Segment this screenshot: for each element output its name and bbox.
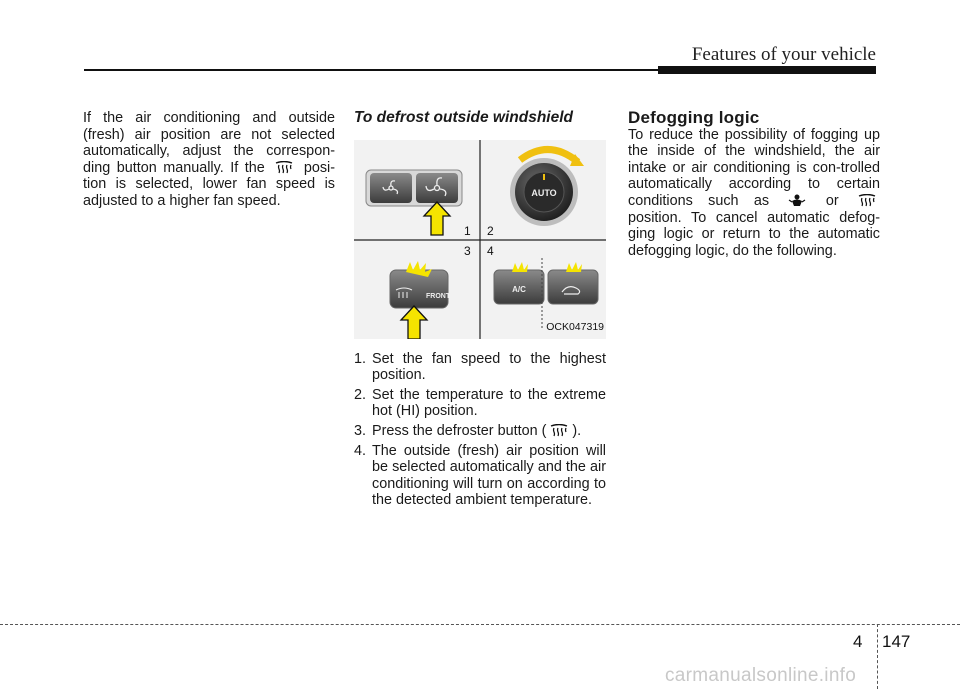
column-3 — [628, 110, 880, 259]
step-2: 2. Set the temperature to the extreme hot (HI) position. — [354, 386, 606, 420]
footer-rule — [0, 624, 960, 625]
control-panel-figure — [354, 140, 606, 339]
auto-label: AUTO — [531, 187, 557, 198]
defrost-steps — [354, 351, 606, 509]
figure-label-1: 1 — [464, 223, 471, 238]
intro-paragraph — [83, 110, 335, 210]
ac-label: A/C — [512, 284, 526, 294]
header-title: Features of your vehicle — [691, 44, 876, 65]
figure-label-4: 4 — [487, 243, 494, 258]
header-rule — [84, 69, 658, 71]
control-panel-illustration — [354, 140, 606, 339]
step-4: 4. The outside (fresh) air position will be selected automatically and the air conditioning will turn on according to the detected ambient temperature. — [354, 442, 606, 509]
column-1 — [83, 110, 335, 210]
defogging-paragraph: To reduce the possibility of fogging up the inside of the windshield, the air intake or air conditioning is con-trolled automatically according to certain conditions such as or position. To cancel automatic defog-ging logic or return to the automatic defogging logic, do the following. — [628, 126, 880, 259]
figure-label-3: 3 — [464, 243, 471, 258]
step-3: 3. Press the defroster button ( ). — [354, 422, 582, 439]
defrost-icon — [273, 161, 295, 174]
arrow-up-icon — [424, 202, 450, 235]
chapter-number: 4 — [853, 632, 863, 651]
column-2 — [354, 110, 606, 512]
intro-text-1: If the air conditioning and outside (fresh) air position are not selected automatically, adjust the correspon-ding button manually. If the — [83, 110, 335, 176]
defrost-heading: To defrost outside windshield — [354, 109, 574, 126]
defrost-icon — [548, 424, 570, 437]
figure-code: OCK047319 — [546, 321, 604, 333]
step-1: 1. Set the fan speed to the highest position. — [354, 350, 606, 384]
footer-divider — [877, 624, 878, 689]
intro-text-2: posi-tion is selected, lower fan speed is adjusted to a higher fan speed. — [83, 159, 336, 209]
floor-defrost-icon — [786, 194, 808, 207]
defrost-icon — [856, 194, 878, 207]
figure-label-2: 2 — [487, 223, 494, 238]
defogging-heading: Defogging logic — [628, 108, 760, 127]
page-number: 147 — [882, 632, 911, 651]
header-rule-thick — [658, 66, 876, 74]
front-label: FRONT — [426, 292, 451, 300]
watermark: carmanualsonline.info — [665, 665, 857, 686]
